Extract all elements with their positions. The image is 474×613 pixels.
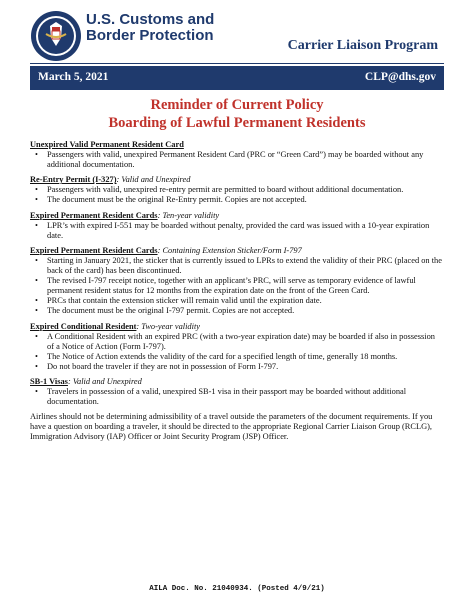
list-item: • The document must be the original Re-Entry permit. Copies are not accepted.: [30, 195, 444, 205]
section-heading: Re-Entry Permit (I-327): [30, 175, 117, 185]
section-subheading: : Containing Extension Sticker/Form I-797: [157, 245, 302, 255]
list-item: • Do not board the traveler if they are not in possession of Form I-797.: [30, 362, 444, 372]
section-heading: Expired Permanent Resident Cards: [30, 245, 158, 255]
document-body: [30, 140, 444, 443]
list-item: • Travelers in possession of a valid, unexpired SB-1 visa in their passport may be boarded without additional documentation.: [30, 387, 444, 407]
section-subheading: : Ten-year validity: [157, 210, 220, 220]
section-expired-prc-extension: [30, 246, 444, 317]
section-heading: Unexpired Valid Permanent Resident Card: [30, 140, 184, 149]
list-item: • Starting in January 2021, the sticker that is currently issued to LPRs to extend the validity of their PRC (placed on the back of the card) has been discontinued.: [30, 256, 444, 276]
closing-paragraph: Airlines should not be determining admissibility of a travel outside the parameters of the document requirements. If you have a question on boarding a traveler, it should be directed to the appropriate Regional Carrier Liaison Group (RCLG), Immigration Advisory (IAP) Officer or Joint Security Program (JSP) Officer.: [30, 412, 433, 442]
section-expired-prc-ten-year: [30, 211, 444, 241]
section-sb1-visas: [30, 377, 444, 407]
list-item: • Passengers with valid, unexpired Permanent Resident Card (PRC or “Green Card”) may be boarded without any additional documentation.: [30, 150, 444, 170]
cbp-seal-icon: [30, 10, 82, 62]
section-reentry-permit: [30, 175, 444, 205]
title-line-1: Reminder of Current Policy: [150, 97, 324, 113]
list-item: • The revised I-797 receipt notice, together with an applicant’s PRC, will serve as temporary evidence of lawful permanent resident status for 12 months from the expiration date on the front of the Green Card.: [30, 276, 444, 296]
date-email-bar: [30, 66, 444, 90]
title-line-2: Boarding of Lawful Permanent Residents: [108, 115, 366, 131]
section-heading: Expired Permanent Resident Cards: [30, 210, 158, 220]
list-item: • A Conditional Resident with an expired PRC (with a two-year expiration date) may be boarded if also in possession of a Notice of Action (Form I-797).: [30, 332, 444, 352]
list-item: • Passengers with valid, unexpired re-entry permit are permitted to board without additional documentation.: [30, 185, 444, 195]
program-name: Carrier Liaison Program: [287, 38, 438, 53]
cbp-seal-logo: [30, 10, 82, 62]
list-item: • The document must be the original I-797 permit. Copies are not accepted.: [30, 306, 444, 316]
section-subheading: : Valid and Unexpired: [67, 376, 142, 386]
email-link[interactable]: CLP@dhs.gov: [364, 71, 436, 83]
agency-name: [86, 12, 214, 44]
list-item: • PRCs that contain the extension sticker will remain valid until the expiration date.: [30, 296, 444, 306]
section-heading: Expired Conditional Resident: [30, 321, 137, 331]
footer-doc-number: AILA Doc. No. 21040934. (Posted 4/9/21): [149, 585, 325, 593]
section-expired-conditional-resident: [30, 322, 444, 372]
date-text: March 5, 2021: [38, 71, 109, 83]
section-heading: SB-1 Visas: [30, 376, 68, 386]
section-unexpired-prc: [30, 140, 444, 170]
list-item: • LPR’s with expired I-551 may be boarded without penalty, provided the card was issued with a 10-year expiration date.: [30, 221, 444, 241]
list-item: • The Notice of Action extends the validity of the card for a specified length of time, generally 18 months.: [30, 352, 444, 362]
section-subheading: : Two-year validity: [136, 321, 200, 331]
agency-name-line2: Border Protection: [86, 27, 214, 44]
header-divider: [30, 63, 444, 64]
agency-name-line1: U.S. Customs and: [86, 11, 215, 28]
section-subheading: : Valid and Unexpired: [116, 175, 191, 185]
